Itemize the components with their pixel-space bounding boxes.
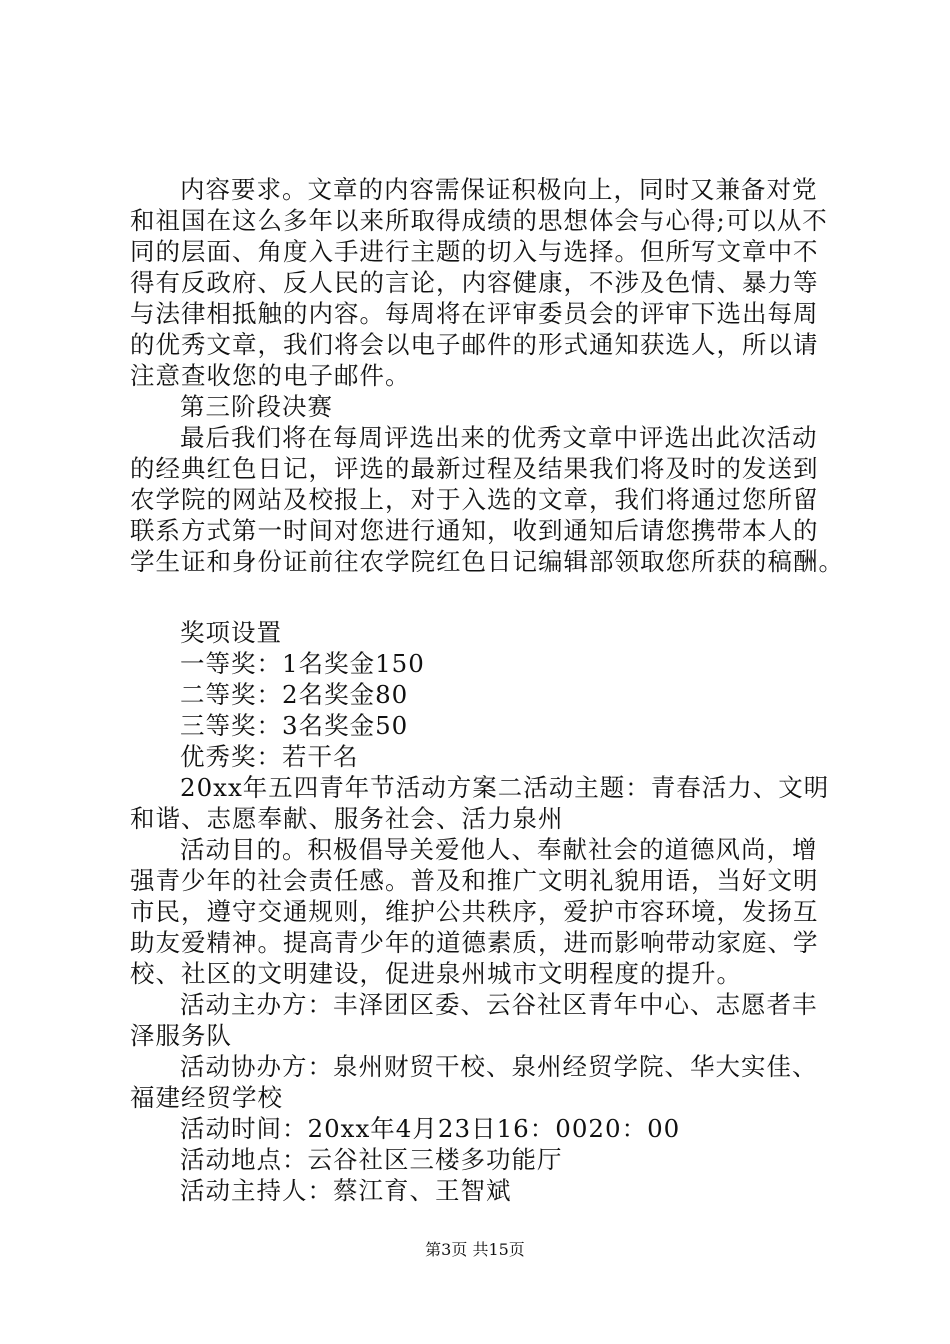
paragraph-line: 活动地点：云谷社区三楼多功能厅 xyxy=(180,1145,563,1174)
paragraph-line: 助友爱精神。提高青少年的道德素质，进而影响带动家庭、学 xyxy=(130,928,819,957)
award-line: 二等奖：2名奖金80 xyxy=(180,680,409,709)
award-line: 三等奖：3名奖金50 xyxy=(180,711,409,740)
paragraph-line: 的优秀文章，我们将会以电子邮件的形式通知获选人，所以请 xyxy=(130,330,819,359)
paragraph-line: 强青少年的社会责任感。普及和推广文明礼貌用语，当好文明 xyxy=(130,866,819,895)
paragraph-line: 和祖国在这么多年以来所取得成绩的思想体会与心得;可以从不 xyxy=(130,206,828,235)
paragraph-line: 市民，遵守交通规则，维护公共秩序，爱护市容环境，发扬互 xyxy=(130,897,819,926)
paragraph-line: 注意查收您的电子邮件。 xyxy=(130,361,411,390)
paragraph-line: 和谐、志愿奉献、服务社会、活力泉州 xyxy=(130,804,564,833)
paragraph-line: 得有反政府、反人民的言论，内容健康，不涉及色情、暴力等 xyxy=(130,268,819,297)
paragraph-line: 联系方式第一时间对您进行通知，收到通知后请您携带本人的 xyxy=(130,516,819,545)
paragraph-line: 农学院的网站及校报上，对于入选的文章，我们将通过您所留 xyxy=(130,485,819,514)
paragraph-line: 最后我们将在每周评选出来的优秀文章中评选出此次活动 xyxy=(180,423,818,452)
paragraph-line: 的经典红色日记，评选的最新过程及结果我们将及时的发送到 xyxy=(130,454,819,483)
award-line: 一等奖：1名奖金150 xyxy=(180,649,425,678)
paragraph-line: 活动目的。积极倡导关爱他人、奉献社会的道德风尚，增 xyxy=(180,835,818,864)
paragraph-line: 同的层面、角度入手进行主题的切入与选择。但所写文章中不 xyxy=(130,237,819,266)
paragraph-line: 活动协办方：泉州财贸干校、泉州经贸学院、华大实佳、 xyxy=(180,1052,818,1081)
paragraph-line: 20xx年五四青年节活动方案二活动主题：青春活力、文明 xyxy=(180,773,830,802)
section-heading: 第三阶段决赛 xyxy=(180,392,333,421)
blank-gap xyxy=(130,577,830,617)
award-line: 优秀奖：若干名 xyxy=(180,742,359,771)
paragraph-line: 内容要求。文章的内容需保证积极向上，同时又兼备对党 xyxy=(180,175,818,204)
paragraph-line: 校、社区的文明建设，促进泉州城市文明程度的提升。 xyxy=(130,959,742,988)
paragraph-line: 活动时间：20xx年4月23日16：0020：00 xyxy=(180,1114,681,1143)
paragraph-line: 与法律相抵触的内容。每周将在评审委员会的评审下选出每周 xyxy=(130,299,819,328)
paragraph-line: 学生证和身份证前往农学院红色日记编辑部领取您所获的稿酬。 xyxy=(130,547,844,576)
section-heading: 奖项设置 xyxy=(180,618,282,647)
page-footer: 第3页 共15页 xyxy=(425,1240,525,1259)
paragraph-line: 福建经贸学校 xyxy=(130,1083,283,1112)
paragraph-line: 活动主持人：蔡江育、王智斌 xyxy=(180,1176,512,1205)
paragraph-line: 泽服务队 xyxy=(130,1021,232,1050)
document-body xyxy=(130,174,844,1206)
paragraph-line: 活动主办方：丰泽团区委、云谷社区青年中心、志愿者丰 xyxy=(180,990,818,1019)
